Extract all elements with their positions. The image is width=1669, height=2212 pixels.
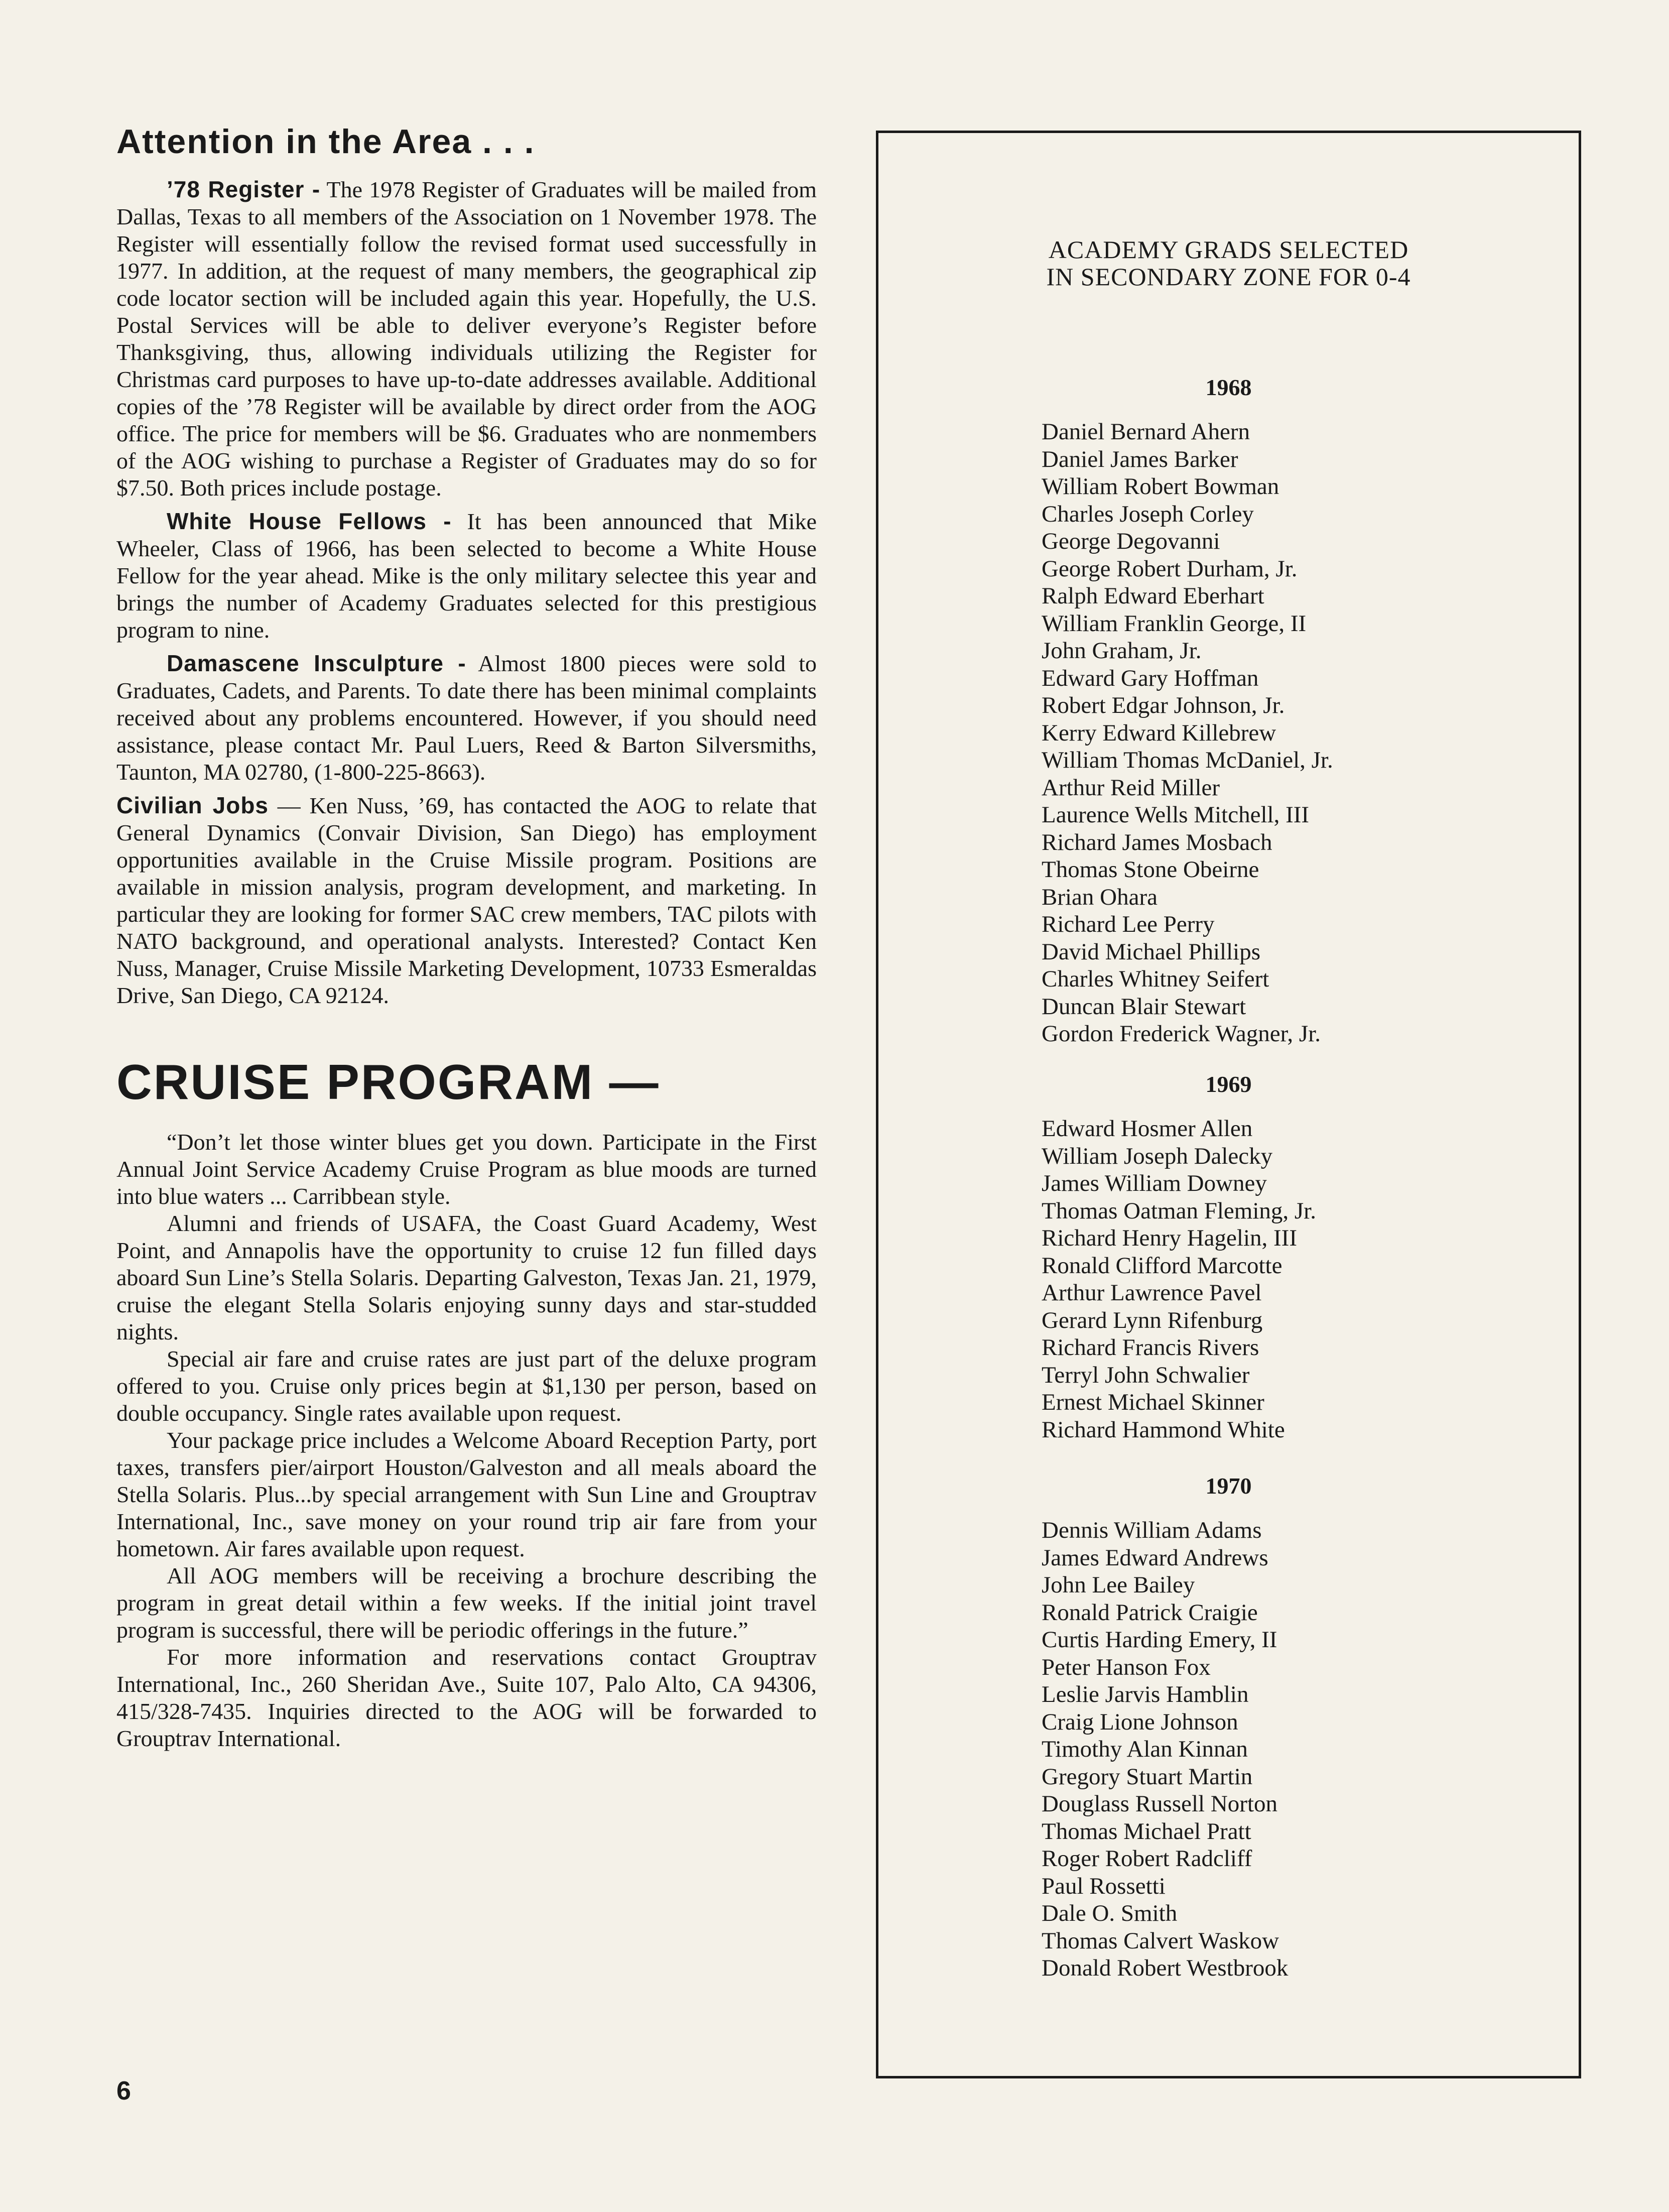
graduate-name: David Michael Phillips [1042,938,1261,965]
name-list [1042,1115,1579,1443]
graduate-name: Craig Lione Johnson [1042,1708,1238,1735]
year-label: 1970 [1205,1473,1252,1499]
year-block-1969 [878,1071,1579,1443]
graduate-name: Thomas Michael Pratt [1042,1818,1251,1845]
cruise-paragraph: All AOG members will be receiving a brochure describing the program in great detail within a few weeks. If the initial joint travel program is successful, there will be periodic offerings in the future.” [116,1562,817,1643]
graduate-name: Ronald Clifford Marcotte [1042,1252,1282,1279]
graduate-name: James William Downey [1042,1170,1267,1196]
page-number: 6 [116,2076,131,2106]
attention-heading: Attention in the Area . . . [116,122,535,161]
graduate-name: Thomas Oatman Fleming, Jr. [1042,1197,1316,1224]
graduate-name: Timothy Alan Kinnan [1042,1736,1248,1762]
graduate-name: Gregory Stuart Martin [1042,1763,1253,1790]
year-block-1970 [878,1472,1579,1982]
graduate-name: Douglass Russell Norton [1042,1791,1277,1817]
graduate-name: Daniel Bernard Ahern [1042,419,1250,445]
graduate-name: William Franklin George, II [1042,610,1307,637]
graduate-name: Dale O. Smith [1042,1900,1178,1926]
graduate-name: George Robert Durham, Jr. [1042,555,1298,582]
year-label: 1969 [1205,1071,1252,1097]
register-lead: ’78 Register - [167,176,321,202]
cruise-paragraph: For more information and reservations contact Grouptrav International, Inc., 260 Sheridan Ave., Suite 107, Palo Alto, CA 94306, 415/328-7435. Inquiries directed to the AOG will be forwarded to Grouptrav International. [116,1644,817,1751]
grads-box-title [878,236,1579,290]
damascene-text: Almost 1800 pieces were sold to Graduates, Cadets, and Parents. To date there has been minimal complaints received about any problems encountered. However, if you should need assistance, please contact Mr. Paul Luers, Reed & Barton Silversmiths, Taunton, MA 02780, (1-800-225-8663). [116,650,817,785]
cruise-paragraph: Special air fare and cruise rates are just part of the deluxe program offered to you. Cruise only prices begin at $1,130 per person, based on double occupancy. Single rates available upon request. [116,1345,817,1426]
graduate-name: Kerry Edward Killebrew [1042,719,1276,746]
cruise-paragraph: “Don’t let those winter blues get you down. Participate in the First Annual Joint Service Academy Cruise Program as blue moods are turned into blue waters ... Carribbean style. [116,1129,817,1209]
damascene-paragraph [116,650,817,786]
year-label: 1968 [1205,375,1252,400]
graduate-name: Richard Francis Rivers [1042,1334,1259,1361]
register-text: The 1978 Register of Graduates will be mailed from Dallas, Texas to all members of the Association on 1 November 1978. The Register will essentially follow the revised format used successfully in 1977. In addition, at the request of many members, the geographical zip code locator section will be included again this year. Hopefully, the U.S. Postal Services will be able to deliver everyone’s Register before Thanksgiving, thus, allowing individuals utilizing the Register for Christmas card purposes to have up-to-date addresses available. Additional copies of the ’78 Register will be available by direct order from the AOG office. The price for members will be $6. Graduates who are nonmembers of the AOG wishing to purchase a Register of Graduates may do so for $7.50. Both prices include postage. [116,176,817,501]
cruise-paragraph: Alumni and friends of USAFA, the Coast Guard Academy, West Point, and Annapolis have the opportunity to cruise 12 fun filled days aboard Sun Line’s Stella Solaris. Departing Galveston, Texas Jan. 21, 1979, cruise the elegant Stella Solaris enjoying sunny days and star-studded nights. [116,1210,817,1344]
graduate-name: John Lee Bailey [1042,1572,1195,1598]
graduate-name: George Degovanni [1042,528,1220,554]
graduate-name: Charles Joseph Corley [1042,501,1254,527]
graduate-name: Thomas Calvert Waskow [1042,1927,1279,1954]
fellows-lead: White House Fellows - [167,508,452,534]
graduate-name: Duncan Blair Stewart [1042,993,1246,1020]
graduate-name: Terryl John Schwalier [1042,1362,1250,1388]
graduate-name: Ralph Edward Eberhart [1042,583,1264,609]
section-gap [116,1015,817,1055]
name-list [1042,1517,1579,1982]
graduate-name: Richard Hammond White [1042,1416,1285,1443]
name-list [1042,418,1579,1048]
cruise-heading: CRUISE PROGRAM — [116,1054,660,1110]
jobs-lead: Civilian Jobs [116,792,269,818]
graduate-name: William Thomas McDaniel, Jr. [1042,747,1333,773]
graduate-name: Arthur Lawrence Pavel [1042,1280,1262,1306]
graduate-name: Charles Whitney Seifert [1042,966,1269,992]
graduate-name: Edward Gary Hoffman [1042,665,1259,691]
cruise-paragraph: Your package price includes a Welcome Aboard Reception Party, port taxes, transfers pier/airport Houston/Galveston and all meals aboard the Stella Solaris. Plus...by special arrangement with Sun Line and Grouptrav International, Inc., save money on your round trip air fare from your hometown. Air fares available upon request. [116,1427,817,1561]
graduate-name: Dennis William Adams [1042,1517,1262,1543]
graduate-name: Donald Robert Westbrook [1042,1955,1289,1981]
graduate-name: Richard Lee Perry [1042,911,1215,937]
graduate-name: Richard Henry Hagelin, III [1042,1225,1297,1251]
register-paragraph [116,176,817,502]
fellows-paragraph [116,508,817,644]
graduate-name: Arthur Reid Miller [1042,774,1220,801]
jobs-paragraph [116,792,817,1009]
graduate-name: Leslie Jarvis Hamblin [1042,1681,1249,1707]
year-block-1968 [878,374,1579,1048]
grads-title-line: ACADEMY GRADS SELECTED [1048,235,1409,264]
graduate-name: Ronald Patrick Craigie [1042,1599,1258,1626]
grads-box [876,131,1581,2078]
jobs-text: — Ken Nuss, ’69, has contacted the AOG to relate that General Dynamics (Convair Division, San Diego) has employment opportunities available in the Cruise Missile program. Positions are available in mission analysis, program development, and marketing. In particular they are looking for former SAC crew members, TAC pilots with NATO background, and operational analysts. Interested? Contact Ken Nuss, Manager, Cruise Missile Marketing Development, 10733 Esmeraldas Drive, San Diego, CA 92124. [116,792,817,1008]
graduate-name: Gordon Frederick Wagner, Jr. [1042,1021,1321,1047]
graduate-name: James Edward Andrews [1042,1544,1268,1571]
graduate-name: Richard James Mosbach [1042,829,1272,855]
graduate-name: Laurence Wells Mitchell, III [1042,802,1310,828]
left-column [116,123,817,1752]
graduate-name: John Graham, Jr. [1042,638,1202,664]
graduate-name: Brian Ohara [1042,884,1158,910]
graduate-name: Edward Hosmer Allen [1042,1116,1253,1142]
graduate-name: Ernest Michael Skinner [1042,1389,1264,1415]
graduate-name: William Joseph Dalecky [1042,1143,1273,1169]
graduate-name: Robert Edgar Johnson, Jr. [1042,692,1285,718]
graduate-name: Peter Hanson Fox [1042,1654,1211,1680]
graduate-name: Thomas Stone Obeirne [1042,856,1259,883]
grads-title-line: IN SECONDARY ZONE FOR 0-4 [1046,263,1411,291]
graduate-name: Curtis Harding Emery, II [1042,1627,1277,1653]
graduate-name: William Robert Bowman [1042,473,1279,500]
graduate-name: Daniel James Barker [1042,446,1238,472]
damascene-lead: Damascene Insculpture - [167,650,466,676]
graduate-name: Roger Robert Radcliff [1042,1846,1252,1872]
graduate-name: Paul Rossetti [1042,1873,1166,1899]
graduate-name: Gerard Lynn Rifenburg [1042,1307,1263,1333]
fellows-text: It has been announced that Mike Wheeler, Class of 1966, has been selected to become a White House Fellow for the year ahead. Mike is the only military selectee this year and brings the number of Academy Graduates selected for this prestigious program to nine. [116,508,817,643]
